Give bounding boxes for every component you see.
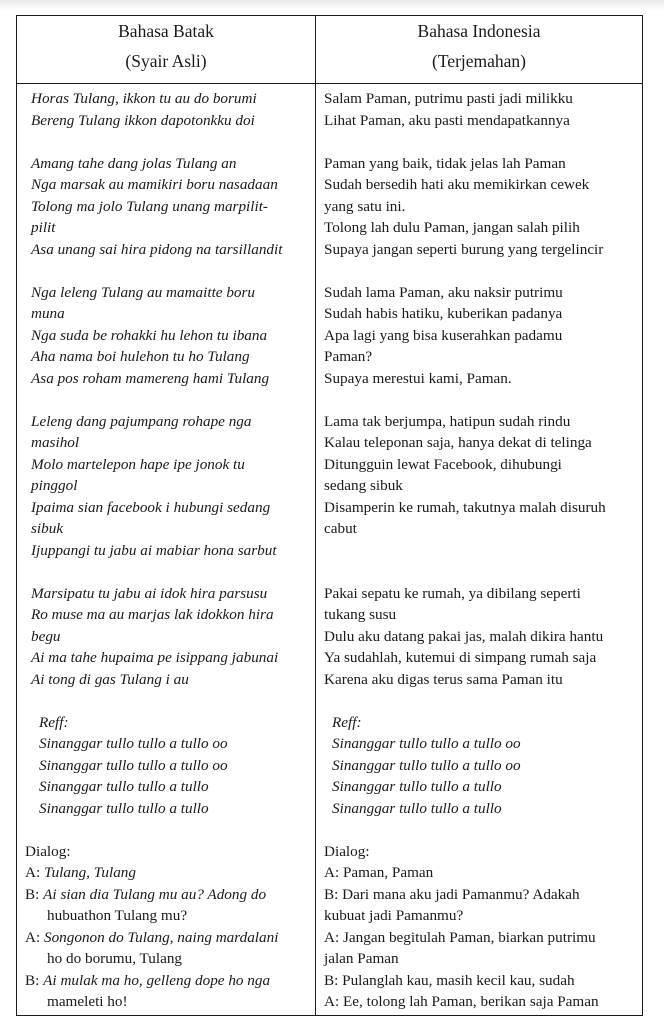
lyric-line: Leleng dang pajumpang rohape nga	[31, 412, 252, 430]
indonesia-verse-3	[324, 282, 642, 390]
translation-line: Paman?	[324, 348, 373, 365]
lyric-line: Asa pos roham mamereng hami Tulang	[31, 369, 270, 387]
lyric-line: pilit	[31, 219, 56, 236]
translation-line: Salam Paman, putrimu pasti jadi milikku	[324, 90, 573, 107]
translation-line: Disamperin ke rumah, takutnya malah disuruh	[324, 498, 606, 516]
lyric-line: Ijuppangi tu jabu ai mabiar hona sarbut	[31, 541, 277, 559]
translation-line: tukang susu	[324, 606, 397, 623]
batak-verse-4	[31, 411, 315, 562]
lyric-line: pinggol	[31, 477, 78, 494]
lyric-line: Nga marsak au mamikiri boru nasadaan	[31, 176, 278, 193]
header-batak-subtitle: (Syair Asli)	[125, 51, 207, 71]
translation-line: Lihat Paman, aku pasti mendapatkannya	[324, 111, 570, 129]
indonesia-verse-4	[324, 411, 642, 562]
header-indonesia-subtitle: (Terjemahan)	[432, 51, 526, 71]
translation-line: Ditungguin lewat Facebook, dihubungi	[324, 455, 562, 473]
translation-line: Sudah bersedih hati aku memikirkan cewek	[324, 176, 590, 193]
dialog-line: A: Jangan begitulah Paman, biarkan putrimu	[324, 928, 596, 946]
dialog-label: Dialog:	[324, 842, 370, 860]
lyric-line: Sinanggar tullo tullo a tullo oo	[39, 756, 228, 774]
dialog-line: A: Tulang, Tulang	[25, 864, 136, 881]
dialog-line-continued: ho do borumu, Tulang	[47, 950, 183, 967]
lyric-line: Horas Tulang, ikkon tu au do borumi	[31, 90, 257, 107]
translation-line: Sinanggar tullo tullo a tullo	[332, 778, 502, 795]
reff-label: Reff:	[332, 713, 362, 731]
lyric-line: Aha nama boi hulehon tu ho Tulang	[31, 348, 250, 365]
batak-lyrics-cell	[17, 84, 316, 1016]
dialog-line: B: Ai sian dia Tulang mu au? Adong do	[25, 885, 267, 903]
indonesia-translation-cell	[316, 84, 643, 1016]
batak-verse-1	[31, 88, 315, 131]
batak-dialog	[25, 841, 315, 1013]
lyric-line: Asa unang sai hira pidong na tarsillandit	[31, 240, 283, 258]
translation-line: Lama tak berjumpa, hatipun sudah rindu	[324, 412, 571, 430]
indonesia-verse-2	[324, 153, 642, 261]
lyric-line: Sinanggar tullo tullo a tullo	[39, 778, 209, 795]
batak-verse-3	[31, 282, 315, 390]
lyric-line: masihol	[31, 434, 80, 451]
indonesia-dialog	[324, 841, 642, 1013]
translation-line: Kalau teleponan saja, hanya dekat di telinga	[324, 434, 592, 451]
lyric-line: sibuk	[31, 520, 64, 537]
table-header-row	[17, 16, 643, 84]
dialog-line: jalan Paman	[324, 950, 399, 967]
translation-line: yang satu ini.	[324, 197, 406, 215]
batak-verse-2	[31, 153, 315, 261]
header-indonesia-title: Bahasa Indonesia	[417, 21, 541, 41]
translation-line: Paman yang baik, tidak jelas lah Paman	[324, 154, 566, 172]
lyric-line: Tolong ma jolo Tulang unang marpilit-	[31, 197, 268, 215]
translation-line: cabut	[324, 520, 357, 537]
dialog-line: B: Dari mana aku jadi Pamanmu? Adakah	[324, 885, 580, 903]
page-top-shade	[0, 0, 664, 10]
lyric-line: Marsipatu tu jabu ai idok hira parsusu	[31, 584, 268, 602]
translation-line: Ya sudahlah, kutemui di simpang rumah saja	[324, 649, 597, 666]
translation-line: Sudah habis hatiku, kuberikan padanya	[324, 305, 563, 322]
header-batak	[17, 16, 316, 84]
translation-line: Sinanggar tullo tullo a tullo	[332, 799, 502, 817]
translation-line: Pakai sepatu ke rumah, ya dibilang seperti	[324, 584, 581, 602]
dialog-line: B: Ai mulak ma ho, gelleng dope ho nga	[25, 971, 271, 989]
dialog-line: A: Ee, tolong lah Paman, berikan saja Paman	[324, 993, 599, 1010]
lyric-line: Sinanggar tullo tullo a tullo oo	[39, 735, 228, 752]
dialog-line: kubuat jadi Pamanmu?	[324, 907, 464, 924]
translation-line: Sinanggar tullo tullo a tullo oo	[332, 756, 521, 774]
dialog-line-continued: hubuathon Tulang mu?	[47, 907, 188, 924]
lyric-line: Molo martelepon hape ipe jonok tu	[31, 455, 245, 473]
lyric-line: Ai tong di gas Tulang i au	[31, 670, 189, 688]
lyric-line: Nga leleng Tulang au mamaitte boru	[31, 283, 256, 301]
table-body-row	[17, 84, 643, 1016]
lyric-line: Nga suda be rohakki hu lehon tu ibana	[31, 326, 268, 344]
dialog-line-continued: mameleti ho!	[47, 993, 128, 1010]
batak-verse-5	[31, 583, 315, 691]
lyric-line: Sinanggar tullo tullo a tullo	[39, 799, 209, 817]
lyric-line: Amang tahe dang jolas Tulang an	[31, 154, 237, 172]
translation-line: Tolong lah dulu Paman, jangan salah pilih	[324, 219, 580, 236]
translation-line: sedang sibuk	[324, 477, 403, 494]
translation-line: Apa lagi yang bisa kuserahkan padamu	[324, 326, 563, 344]
dialog-line: A: Songonon do Tulang, naing mardalani	[25, 928, 279, 946]
lyric-line: muna	[31, 305, 65, 322]
dialog-line: B: Pulanglah kau, masih kecil kau, sudah	[324, 971, 575, 989]
header-indonesia	[316, 16, 643, 84]
indonesia-verse-1	[324, 88, 642, 131]
translation-line: Sinanggar tullo tullo a tullo oo	[332, 735, 521, 752]
lyrics-translation-table	[16, 15, 643, 1016]
dialog-label: Dialog:	[25, 842, 71, 860]
translation-line: Supaya merestui kami, Paman.	[324, 369, 512, 387]
header-batak-title: Bahasa Batak	[118, 21, 214, 41]
reff-label: Reff:	[39, 713, 69, 731]
indonesia-verse-5	[324, 583, 642, 691]
translation-line: Karena aku digas terus sama Paman itu	[324, 670, 563, 688]
lyric-line: Bereng Tulang ikkon dapotonkku doi	[31, 111, 255, 129]
translation-line: Sudah lama Paman, aku naksir putrimu	[324, 283, 563, 301]
indonesia-reff	[324, 712, 642, 820]
batak-reff	[31, 712, 315, 820]
lyric-line: Ai ma tahe hupaima pe isippang jabunai	[31, 649, 279, 666]
translation-line: Dulu aku datang pakai jas, malah dikira hantu	[324, 627, 604, 645]
dialog-line: A: Paman, Paman	[324, 864, 434, 881]
lyric-line: Ipaima sian facebook i hubungi sedang	[31, 498, 271, 516]
translation-line: Supaya jangan seperti burung yang tergelincir	[324, 240, 604, 258]
lyric-line: Ro muse ma au marjas lak idokkon hira	[31, 606, 274, 623]
lyric-line: begu	[31, 627, 61, 645]
